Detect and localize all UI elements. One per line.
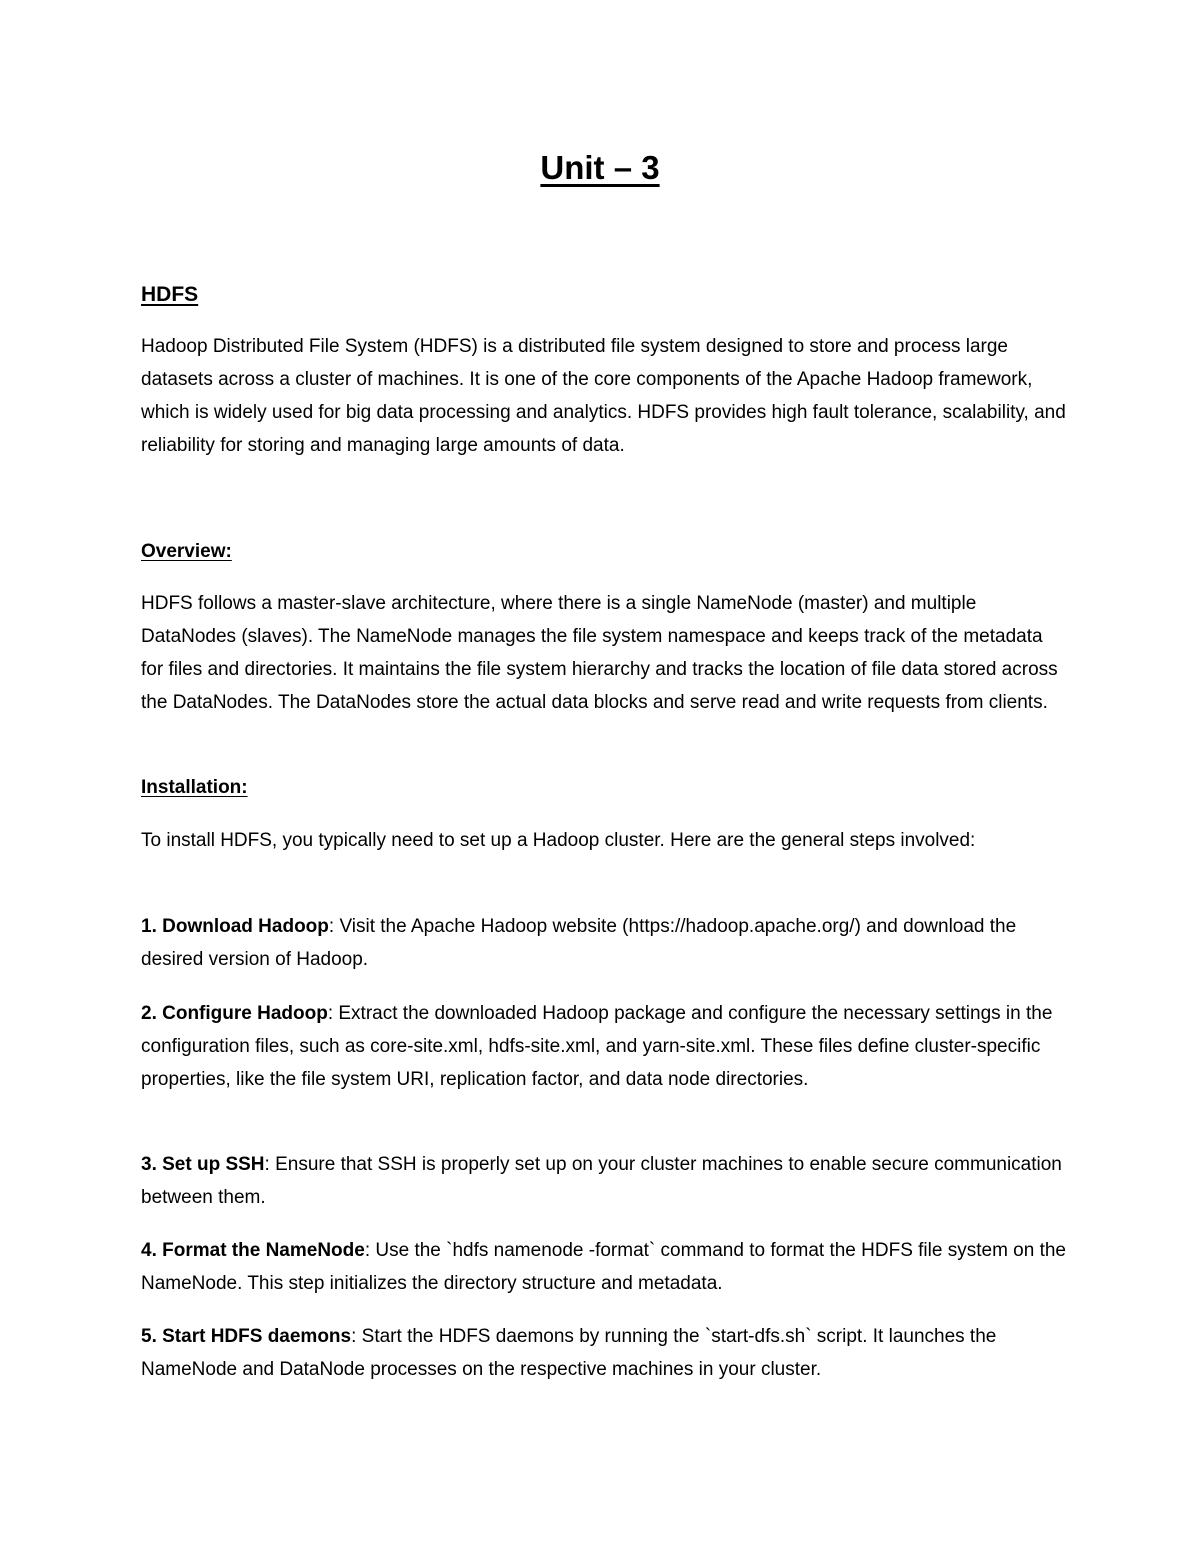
step-text: : Ensure that SSH is properly set up on your cluster machines to enable secure communication between them.: [141, 1154, 1062, 1208]
step-set-up-ssh: [141, 1148, 1066, 1214]
page-title: Unit – 3: [540, 149, 660, 186]
step-label: 3. Set up SSH: [141, 1154, 265, 1175]
step-text: : Start the HDFS daemons by running the `start-dfs.sh` script. It launches the NameNode and DataNode processes on the respective machines in your cluster.: [141, 1326, 997, 1380]
step-text: : Use the `hdfs namenode -format` command to format the HDFS file system on the NameNode. This step initializes the directory structure and metadata.: [141, 1240, 1067, 1294]
step-label: 1. Download Hadoop: [141, 916, 329, 937]
step-text: : Visit the Apache Hadoop website (https://hadoop.apache.org/) and download the desired version of Hadoop.: [141, 916, 1017, 970]
step-label: 5. Start HDFS daemons: [141, 1326, 352, 1347]
step-format-namenode: [141, 1234, 1066, 1300]
overview-paragraph: HDFS follows a master-slave architecture, where there is a single NameNode (master) and multiple DataNodes (slaves). The NameNode manages the file system namespace and keeps track of the metadata for files and directories. It maintains the file system hierarchy and tracks the location of file data stored across the DataNodes. The DataNodes store the actual data blocks and serve read and write requests from clients.: [141, 593, 1058, 713]
hdfs-heading: HDFS: [141, 283, 199, 306]
step-download-hadoop: [141, 910, 1066, 976]
installation-heading: Installation:: [141, 777, 248, 798]
installation-intro-paragraph: To install HDFS, you typically need to set up a Hadoop cluster. Here are the general steps involved:: [141, 830, 976, 851]
step-start-hdfs-daemons: [141, 1320, 1066, 1386]
step-label: 2. Configure Hadoop: [141, 1003, 328, 1024]
step-label: 4. Format the NameNode: [141, 1240, 365, 1261]
step-text: : Extract the downloaded Hadoop package and configure the necessary settings in the configuration files, such as core-site.xml, hdfs-site.xml, and yarn-site.xml. These files define cluster-specific properties, like the file system URI, replication factor, and data node directories.: [141, 1003, 1053, 1090]
overview-heading: Overview:: [141, 541, 232, 562]
hdfs-intro-paragraph: Hadoop Distributed File System (HDFS) is a distributed file system designed to store and process large datasets across a cluster of machines. It is one of the core components of the Apache Hadoop framework, which is widely used for big data processing and analytics. HDFS provides high fault tolerance, scalability, and reliability for storing and managing large amounts of data.: [141, 336, 1066, 456]
step-configure-hadoop: [141, 997, 1066, 1096]
